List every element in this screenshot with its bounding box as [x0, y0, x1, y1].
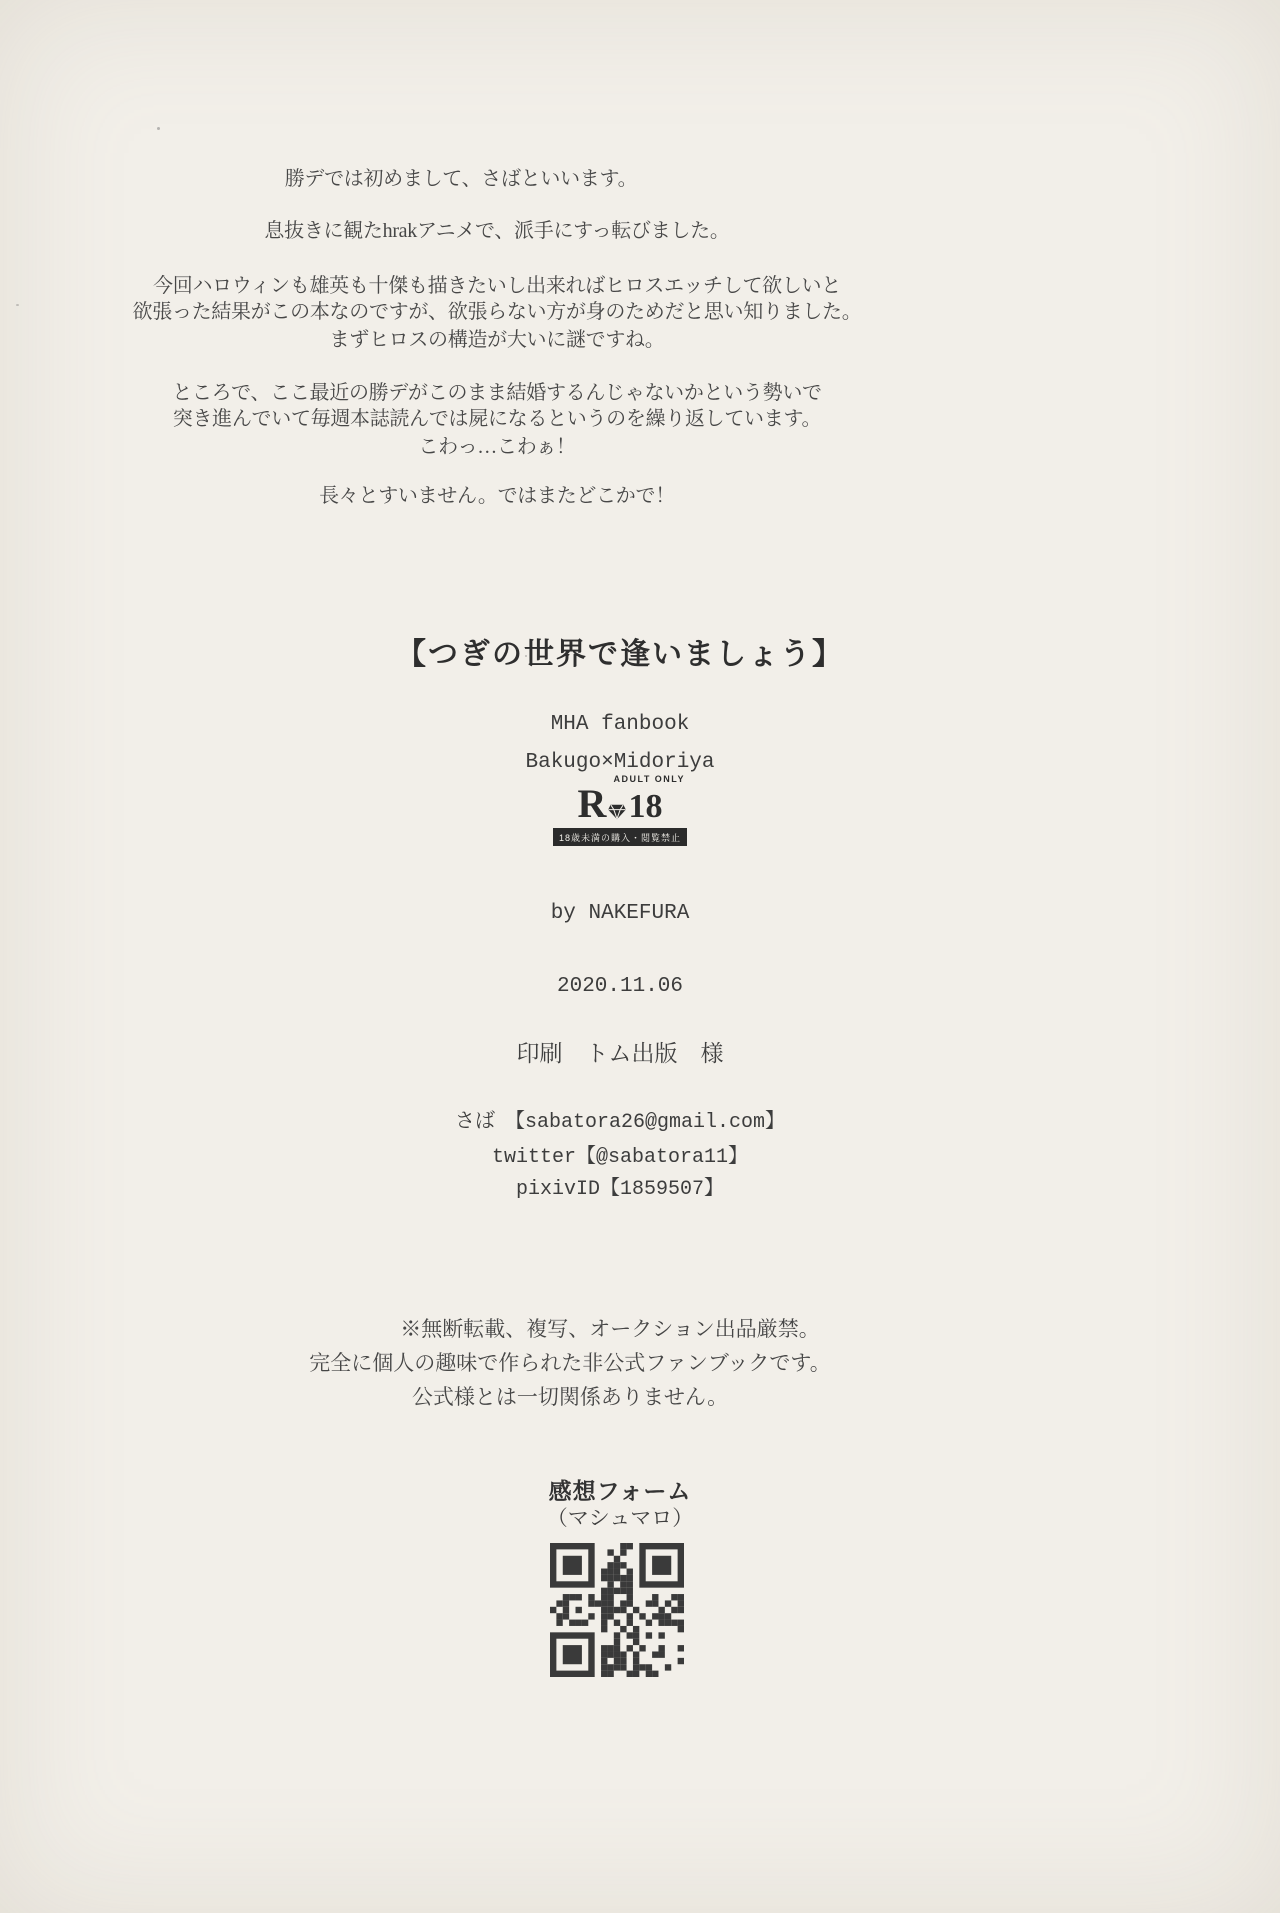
publish-date: 2020.11.06: [556, 975, 684, 998]
author-credit: by NAKEFURA: [550, 902, 690, 925]
book-title: 【つぎの世界で逢いましょう】: [396, 638, 844, 671]
feedback-subtitle: （マシュマロ）: [546, 1506, 694, 1530]
afterword-intro: 息抜きに観たhrakアニメで、派手にすっ転びました。: [264, 220, 730, 242]
contact-pixiv: pixivID【1859507】: [515, 1178, 725, 1201]
disclaimer-line: ※無断転載、複写、オークション出品厳禁。: [400, 1317, 820, 1341]
adult-only-label: ADULT ONLY: [613, 774, 685, 784]
pairing-label: Bakugo×Midoriya: [525, 751, 715, 774]
disclaimer-line: 完全に個人の趣味で作られた非公式ファンブックです。: [309, 1351, 831, 1375]
afterword-paragraph-line: 欲張った結果がこの本なのですが、欲張らない方が身のためだと思い知りました。: [132, 301, 862, 323]
afterword-paragraph-line: 今回ハロウィンも雄英も十傑も描きたいし出来ればヒロスエッチして欲しいと: [153, 275, 841, 297]
r18-number: 18: [628, 788, 663, 825]
r18-letter: R: [577, 781, 607, 826]
contact-twitter: twitter【@sabatora11】: [491, 1146, 749, 1169]
afterword-paragraph-line: まずヒロスの構造が大いに謎ですね。: [329, 329, 665, 351]
r18-restriction-bar: 18歳未満の購入・閲覧禁止: [553, 828, 687, 846]
afterword-closing: 長々とすいません。ではまたどこかで！: [319, 485, 675, 507]
printer-credit: 印刷 トム出版 様: [516, 1041, 724, 1066]
feedback-title: 感想フォーム: [548, 1479, 692, 1504]
afterword-paragraph-line: こわっ…こわぁ！: [418, 436, 576, 458]
afterword-paragraph-line: ところで、ここ最近の勝デがこのまま結婚するんじゃないかという勢いで: [172, 382, 822, 404]
disclaimer-line: 公式様とは一切関係ありません。: [411, 1385, 729, 1409]
afterword-greeting: 勝デでは初めまして、さばといいます。: [284, 168, 638, 190]
qr-code: [550, 1543, 684, 1677]
fanbook-label: MHA fanbook: [550, 713, 690, 736]
contact-email: さば 【sabatora26@gmail.com】: [454, 1111, 786, 1134]
afterword-paragraph-line: 突き進んでいて毎週本誌読んでは屍になるというのを繰り返しています。: [172, 408, 822, 430]
